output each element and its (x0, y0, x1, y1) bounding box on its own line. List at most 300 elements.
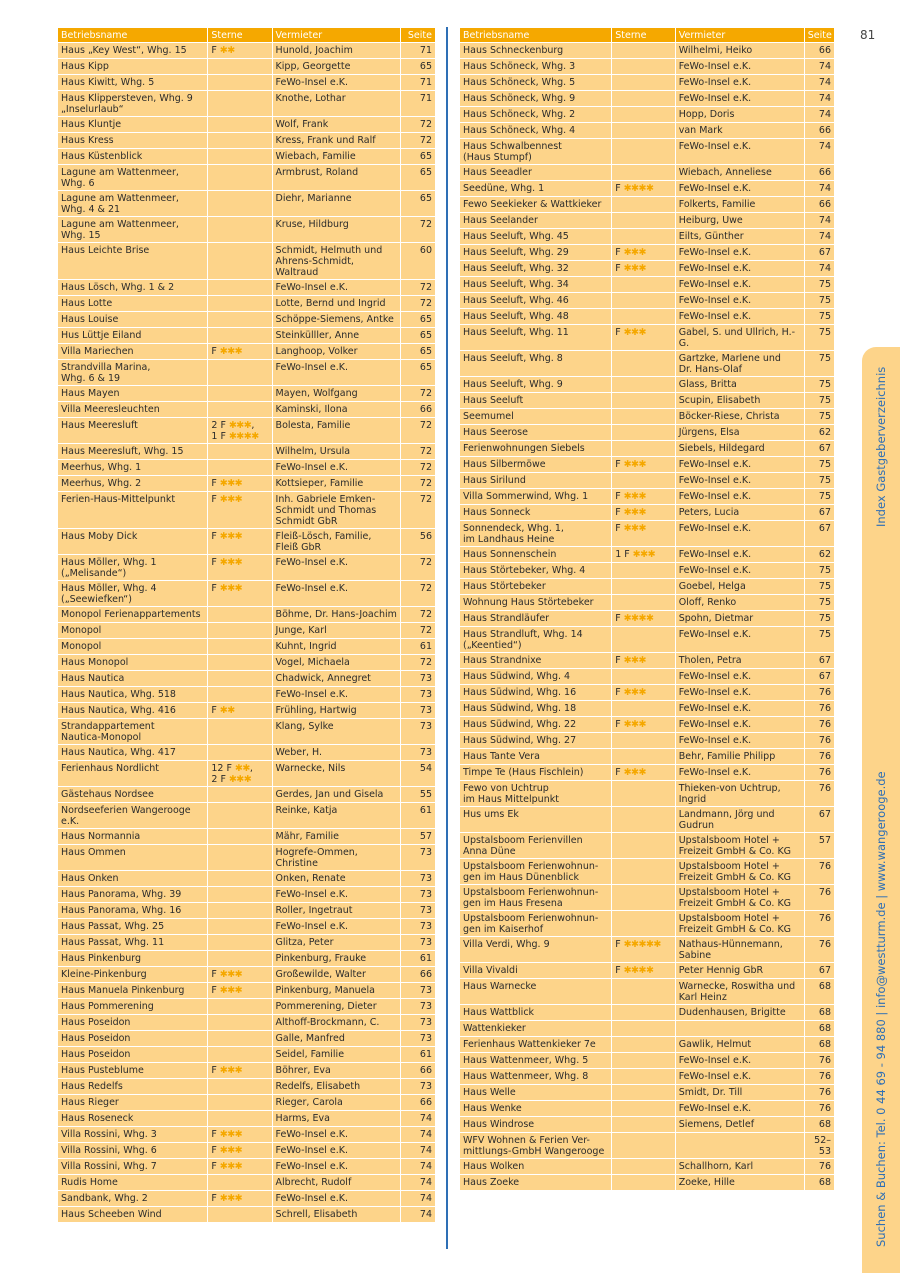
cell-name: Haus Meeresluft, Whg. 15 (58, 444, 207, 459)
cell-page: 73 (401, 871, 435, 886)
star-rating-icon: ✱✱✱✱✱ (623, 938, 662, 950)
cell-page: 72 (401, 217, 435, 242)
cell-name: Villa Verdi, Whg. 9 (460, 937, 611, 962)
cell-landlord: Wiebach, Familie (273, 149, 400, 164)
cell-stars (612, 627, 675, 652)
cell-stars (612, 293, 675, 308)
cell-stars (208, 1047, 271, 1062)
cell-stars (208, 607, 271, 622)
cell-page: 67 (805, 963, 834, 978)
cell-landlord: Kaminski, Ilona (273, 402, 400, 417)
index-table-right (459, 27, 835, 1191)
cell-landlord: FeWo-Insel e.K. (273, 360, 400, 385)
index-table-left (57, 27, 436, 1223)
cell-page: 76 (805, 749, 834, 764)
cell-name: Haus Wolken (460, 1159, 611, 1174)
cell-name: Monopol Ferienappartements (58, 607, 207, 622)
cell-landlord: Kipp, Georgette (273, 59, 400, 74)
cell-name: Monopol (58, 639, 207, 654)
cell-landlord: FeWo-Insel e.K. (676, 563, 804, 578)
table-row (58, 476, 435, 491)
cell-stars (612, 1069, 675, 1084)
cell-name: Upstalsboom Ferienvillen Anna Düne (460, 833, 611, 858)
cell-stars: F ✱✱✱ (208, 967, 271, 982)
cell-page: 73 (401, 935, 435, 950)
cell-page: 73 (401, 903, 435, 918)
cell-name: Haus Welle (460, 1085, 611, 1100)
table-row (58, 1191, 435, 1206)
cell-landlord: FeWo-Insel e.K. (676, 473, 804, 488)
cell-name: Seedüne, Whg. 1 (460, 181, 611, 196)
cell-landlord: Eilts, Günther (676, 229, 804, 244)
cell-page: 66 (805, 123, 834, 138)
cell-landlord: FeWo-Insel e.K. (273, 1159, 400, 1174)
cell-name: Haus Südwind, Whg. 4 (460, 669, 611, 684)
cell-name: Haus Möller, Whg. 4 („Seewiefken“) (58, 581, 207, 606)
cell-landlord: Knothe, Lothar (273, 91, 400, 116)
table-row (58, 871, 435, 886)
cell-landlord: Seidel, Familie (273, 1047, 400, 1062)
cell-page: 74 (401, 1191, 435, 1206)
cell-landlord: Klang, Sylke (273, 719, 400, 744)
cell-landlord: FeWo-Insel e.K. (676, 489, 804, 504)
cell-landlord: Upstalsboom Hotel + Freizeit GmbH & Co. KG (676, 833, 804, 858)
table-row (460, 325, 834, 350)
cell-name: Haus Strandluft, Whg. 14 („Keentied“) (460, 627, 611, 652)
cell-stars (208, 165, 271, 190)
cell-landlord: FeWo-Insel e.K. (273, 581, 400, 606)
table-row (58, 803, 435, 828)
cell-name: Haus Küstenblick (58, 149, 207, 164)
cell-name: Haus Schneckenburg (460, 43, 611, 58)
cell-page: 72 (401, 476, 435, 491)
cell-name: Haus Seeluft (460, 393, 611, 408)
header-stars: Sterne (612, 28, 675, 42)
sidebar-tab (862, 347, 900, 1273)
cell-name: Haus „Key West“, Whg. 15 (58, 43, 207, 58)
table-row (460, 1053, 834, 1068)
cell-name: Lagune am Wattenmeer, Whg. 4 & 21 (58, 191, 207, 216)
cell-landlord: Wiebach, Anneliese (676, 165, 804, 180)
cell-name: Haus Seeluft, Whg. 11 (460, 325, 611, 350)
cell-landlord: FeWo-Insel e.K. (676, 139, 804, 164)
cell-page: 76 (805, 717, 834, 732)
cell-page: 61 (401, 803, 435, 828)
cell-stars (612, 563, 675, 578)
cell-landlord: FeWo-Insel e.K. (273, 687, 400, 702)
cell-page: 55 (401, 787, 435, 802)
cell-stars: F ✱✱✱ (612, 685, 675, 700)
cell-landlord: Jürgens, Elsa (676, 425, 804, 440)
cell-name: Haus Seeluft, Whg. 32 (460, 261, 611, 276)
cell-page: 67 (805, 505, 834, 520)
cell-name: Fewo Seekieker & Wattkieker (460, 197, 611, 212)
table-row (58, 75, 435, 90)
table-row (58, 386, 435, 401)
cell-page: 67 (805, 521, 834, 546)
cell-stars (208, 919, 271, 934)
cell-name: Lagune am Wattenmeer, Whg. 15 (58, 217, 207, 242)
cell-stars (208, 217, 271, 242)
cell-name: Haus Normannia (58, 829, 207, 844)
cell-page: 71 (401, 75, 435, 90)
cell-stars (208, 999, 271, 1014)
cell-name: Villa Mariechen (58, 344, 207, 359)
table-row (58, 402, 435, 417)
cell-page: 76 (805, 1069, 834, 1084)
cell-name: Wattenkieker (460, 1021, 611, 1036)
cell-landlord: FeWo-Insel e.K. (676, 91, 804, 106)
table-row (460, 261, 834, 276)
cell-stars (612, 377, 675, 392)
cell-stars (612, 807, 675, 832)
star-rating-icon: ✱✱✱ (623, 766, 647, 778)
table-row (460, 457, 834, 472)
table-row (58, 967, 435, 982)
cell-page: 67 (805, 669, 834, 684)
cell-landlord: Tholen, Petra (676, 653, 804, 668)
cell-stars: F ✱✱✱ (208, 1191, 271, 1206)
cell-page: 76 (805, 1101, 834, 1116)
cell-stars: F ✱✱✱ (208, 492, 271, 528)
cell-name: Haus Mayen (58, 386, 207, 401)
cell-name: Haus Seeluft, Whg. 45 (460, 229, 611, 244)
cell-landlord (676, 1021, 804, 1036)
cell-name: Haus Panorama, Whg. 16 (58, 903, 207, 918)
table-row (58, 296, 435, 311)
cell-landlord: Kottsieper, Familie (273, 476, 400, 491)
table-row (58, 280, 435, 295)
cell-landlord: Kruse, Hildburg (273, 217, 400, 242)
star-rating-icon: ✱✱✱ (623, 490, 647, 502)
table-row (58, 191, 435, 216)
cell-stars (612, 669, 675, 684)
table-row (58, 1159, 435, 1174)
cell-landlord: Upstalsboom Hotel + Freizeit GmbH & Co. KG (676, 885, 804, 910)
cell-name: Haus Seeluft, Whg. 29 (460, 245, 611, 260)
table-row (460, 425, 834, 440)
cell-name: Haus Störtebeker, Whg. 4 (460, 563, 611, 578)
cell-stars (612, 885, 675, 910)
cell-stars (612, 277, 675, 292)
cell-name: Haus Seeadler (460, 165, 611, 180)
cell-landlord: FeWo-Insel e.K. (273, 1191, 400, 1206)
cell-page: 76 (805, 859, 834, 884)
table-row (58, 529, 435, 554)
cell-stars: F ✱✱✱ (612, 489, 675, 504)
cell-landlord: Bolesta, Familie (273, 418, 400, 443)
table-row (460, 1085, 834, 1100)
table-row (460, 1101, 834, 1116)
cell-page: 73 (401, 703, 435, 718)
table-row (460, 213, 834, 228)
table-row (460, 937, 834, 962)
cell-name: Villa Meeresleuchten (58, 402, 207, 417)
cell-page: 68 (805, 1037, 834, 1052)
cell-stars (612, 595, 675, 610)
cell-name: Haus Wenke (460, 1101, 611, 1116)
header-page: Seite (401, 28, 435, 42)
table-row (460, 701, 834, 716)
cell-page: 74 (401, 1111, 435, 1126)
cell-landlord: Zoeke, Hille (676, 1175, 804, 1190)
cell-name: Haus Störtebeker (460, 579, 611, 594)
cell-page: 74 (805, 75, 834, 90)
cell-name: Haus Schöneck, Whg. 3 (460, 59, 611, 74)
cell-page: 76 (805, 937, 834, 962)
cell-landlord: FeWo-Insel e.K. (676, 245, 804, 260)
cell-name: Strandappartement Nautica-Monopol (58, 719, 207, 744)
table-row (58, 787, 435, 802)
cell-name: Haus Lösch, Whg. 1 & 2 (58, 280, 207, 295)
table-row (460, 123, 834, 138)
cell-landlord: FeWo-Insel e.K. (676, 685, 804, 700)
cell-landlord: Oloff, Renko (676, 595, 804, 610)
cell-stars (208, 1095, 271, 1110)
table-row (460, 781, 834, 806)
cell-page: 73 (401, 1015, 435, 1030)
table-row (58, 919, 435, 934)
cell-name: Upstalsboom Ferienwohnun- gen im Kaiserhof (460, 911, 611, 936)
cell-name: Haus Tante Vera (460, 749, 611, 764)
cell-page: 74 (805, 91, 834, 106)
table-row (460, 833, 834, 858)
cell-stars: F ✱✱✱ (612, 261, 675, 276)
cell-page: 65 (401, 191, 435, 216)
cell-name: Haus Lotte (58, 296, 207, 311)
cell-stars (208, 1079, 271, 1094)
cell-name: Upstalsboom Ferienwohnun- gen im Haus Fresena (460, 885, 611, 910)
cell-page: 75 (805, 595, 834, 610)
cell-page: 72 (401, 418, 435, 443)
cell-stars (612, 139, 675, 164)
cell-stars (208, 117, 271, 132)
cell-stars (612, 1053, 675, 1068)
cell-landlord: Peters, Lucia (676, 505, 804, 520)
cell-stars: F ✱✱✱ (208, 555, 271, 580)
cell-page: 76 (805, 685, 834, 700)
cell-stars (208, 59, 271, 74)
table-row (460, 393, 834, 408)
table-row (460, 165, 834, 180)
cell-stars (208, 935, 271, 950)
star-rating-icon: ✱✱✱✱ (623, 964, 654, 976)
cell-name: Fewo von Uchtrup im Haus Mittelpunkt (460, 781, 611, 806)
cell-name: Haus Pinkenburg (58, 951, 207, 966)
cell-landlord: Böhrer, Eva (273, 1063, 400, 1078)
cell-name: Wohnung Haus Störtebeker (460, 595, 611, 610)
cell-name: Haus Pusteblume (58, 1063, 207, 1078)
cell-stars (208, 1111, 271, 1126)
table-row (58, 1063, 435, 1078)
cell-stars (612, 91, 675, 106)
table-row (460, 653, 834, 668)
cell-stars (612, 213, 675, 228)
cell-name: Haus Schöneck, Whg. 5 (460, 75, 611, 90)
table-row (58, 243, 435, 279)
cell-name: Sandbank, Whg. 2 (58, 1191, 207, 1206)
cell-name: Haus Onken (58, 871, 207, 886)
cell-page: 65 (401, 59, 435, 74)
cell-landlord: Schallhorn, Karl (676, 1159, 804, 1174)
cell-name: Haus Nautica (58, 671, 207, 686)
table-row (460, 979, 834, 1004)
cell-stars (208, 133, 271, 148)
cell-stars (208, 719, 271, 744)
cell-landlord: van Mark (676, 123, 804, 138)
cell-landlord: Upstalsboom Hotel + Freizeit GmbH & Co. KG (676, 911, 804, 936)
cell-landlord: Steinkülller, Anne (273, 328, 400, 343)
cell-name: Haus Wattblick (460, 1005, 611, 1020)
cell-page: 75 (805, 627, 834, 652)
table-row (460, 229, 834, 244)
star-rating-icon: ✱✱✱ (219, 968, 243, 980)
cell-landlord: Kuhnt, Ingrid (273, 639, 400, 654)
cell-stars (612, 859, 675, 884)
cell-name: Haus Südwind, Whg. 27 (460, 733, 611, 748)
cell-page: 57 (401, 829, 435, 844)
table-row (58, 623, 435, 638)
cell-name: Haus Kiwitt, Whg. 5 (58, 75, 207, 90)
cell-page: 67 (805, 441, 834, 456)
cell-name: Haus Seeluft, Whg. 34 (460, 277, 611, 292)
star-rating-icon: ✱✱✱ (219, 1160, 243, 1172)
cell-page: 73 (401, 845, 435, 870)
table-row (460, 885, 834, 910)
cell-page: 65 (401, 344, 435, 359)
cell-page: 67 (805, 807, 834, 832)
cell-landlord: Behr, Familie Philipp (676, 749, 804, 764)
cell-name: Haus Seeluft, Whg. 8 (460, 351, 611, 376)
star-rating-icon: ✱✱✱ (219, 1192, 243, 1204)
star-rating-icon: ✱✱✱ (623, 654, 647, 666)
cell-name: Haus Silbermöwe (460, 457, 611, 472)
cell-stars (208, 951, 271, 966)
table-row (460, 351, 834, 376)
table-header (460, 28, 834, 42)
cell-page: 68 (805, 1005, 834, 1020)
cell-landlord: FeWo-Insel e.K. (273, 460, 400, 475)
cell-landlord: Chadwick, Annegret (273, 671, 400, 686)
cell-page: 75 (805, 393, 834, 408)
cell-landlord: FeWo-Insel e.K. (676, 261, 804, 276)
cell-name: Ferienhaus Nordlicht (58, 761, 207, 786)
table-row (58, 887, 435, 902)
cell-landlord: Böhme, Dr. Hans-Joachim (273, 607, 400, 622)
star-rating-icon: ✱✱✱ (623, 326, 647, 338)
cell-name: Haus Pommerening (58, 999, 207, 1014)
cell-page: 74 (401, 1207, 435, 1222)
cell-page: 65 (401, 360, 435, 385)
cell-stars: F ✱✱✱ (612, 653, 675, 668)
cell-page: 54 (401, 761, 435, 786)
cell-stars: F ✱✱ (208, 703, 271, 718)
cell-name: Haus Wattenmeer, Whg. 5 (460, 1053, 611, 1068)
cell-page: 73 (401, 919, 435, 934)
cell-landlord: Glitza, Peter (273, 935, 400, 950)
table-row (460, 859, 834, 884)
cell-page: 66 (805, 165, 834, 180)
star-rating-icon: ✱✱✱ (623, 458, 647, 470)
cell-name: Upstalsboom Ferienwohnun- gen im Haus Dünenblick (460, 859, 611, 884)
star-rating-icon: ✱✱✱ (219, 1144, 243, 1156)
cell-landlord: FeWo-Insel e.K. (676, 765, 804, 780)
cell-landlord: Reinke, Katja (273, 803, 400, 828)
star-rating-icon: ✱✱✱ (623, 246, 647, 258)
cell-landlord: Hogrefe-Ommen, Christine (273, 845, 400, 870)
cell-stars: 2 F ✱✱✱, 1 F ✱✱✱✱ (208, 418, 271, 443)
cell-landlord: FeWo-Insel e.K. (676, 309, 804, 324)
cell-stars (208, 1031, 271, 1046)
cell-stars (208, 460, 271, 475)
table-row (460, 1133, 834, 1158)
cell-page: 75 (805, 351, 834, 376)
cell-page: 66 (401, 1063, 435, 1078)
cell-stars: F ✱✱✱ (208, 1143, 271, 1158)
cell-name: Haus Sonneck (460, 505, 611, 520)
table-row (58, 607, 435, 622)
cell-page: 73 (401, 687, 435, 702)
cell-stars (612, 43, 675, 58)
cell-stars (612, 979, 675, 1004)
star-rating-icon: ✱✱✱ (219, 493, 243, 505)
cell-name: Timpe Te (Haus Fischlein) (460, 765, 611, 780)
cell-name: Hus Lüttje Eiland (58, 328, 207, 343)
star-rating-icon: ✱✱✱ (623, 686, 647, 698)
cell-name: Haus Leichte Brise (58, 243, 207, 279)
cell-name: Haus Schöneck, Whg. 9 (460, 91, 611, 106)
cell-stars (208, 75, 271, 90)
cell-name: Haus Seelander (460, 213, 611, 228)
cell-landlord: FeWo-Insel e.K. (676, 701, 804, 716)
cell-page: 61 (401, 639, 435, 654)
cell-landlord: FeWo-Insel e.K. (676, 547, 804, 562)
cell-landlord: Inh. Gabriele Emken- Schmidt und Thomas Schmidt GbR (273, 492, 400, 528)
column-divider (446, 27, 448, 1249)
star-rating-icon: ✱✱ (234, 762, 250, 774)
cell-landlord: Armbrust, Roland (273, 165, 400, 190)
table-row (58, 655, 435, 670)
cell-landlord: FeWo-Insel e.K. (676, 59, 804, 74)
cell-page: 73 (401, 745, 435, 760)
cell-name: Haus Scheeben Wind (58, 1207, 207, 1222)
cell-stars: F ✱✱✱ (208, 344, 271, 359)
cell-stars (612, 75, 675, 90)
cell-page: 74 (401, 1127, 435, 1142)
cell-page: 60 (401, 243, 435, 279)
cell-page: 67 (805, 653, 834, 668)
cell-page: 72 (401, 117, 435, 132)
cell-stars: F ✱✱✱ (208, 529, 271, 554)
cell-stars (208, 1015, 271, 1030)
table-row (58, 581, 435, 606)
cell-landlord: Weber, H. (273, 745, 400, 760)
cell-stars: F ✱✱✱ (208, 476, 271, 491)
table-row (58, 59, 435, 74)
cell-landlord: Glass, Britta (676, 377, 804, 392)
cell-name: Haus Seeluft, Whg. 46 (460, 293, 611, 308)
table-row (460, 197, 834, 212)
cell-stars (612, 165, 675, 180)
star-rating-icon: ✱✱✱ (623, 522, 647, 534)
cell-landlord: Wilhelm, Ursula (273, 444, 400, 459)
star-rating-icon: ✱✱ (219, 44, 235, 56)
cell-page: 75 (805, 473, 834, 488)
star-rating-icon: ✱✱✱ (219, 345, 243, 357)
cell-stars: F ✱✱✱✱ (612, 181, 675, 196)
cell-stars (612, 1133, 675, 1158)
cell-landlord: Pinkenburg, Frauke (273, 951, 400, 966)
